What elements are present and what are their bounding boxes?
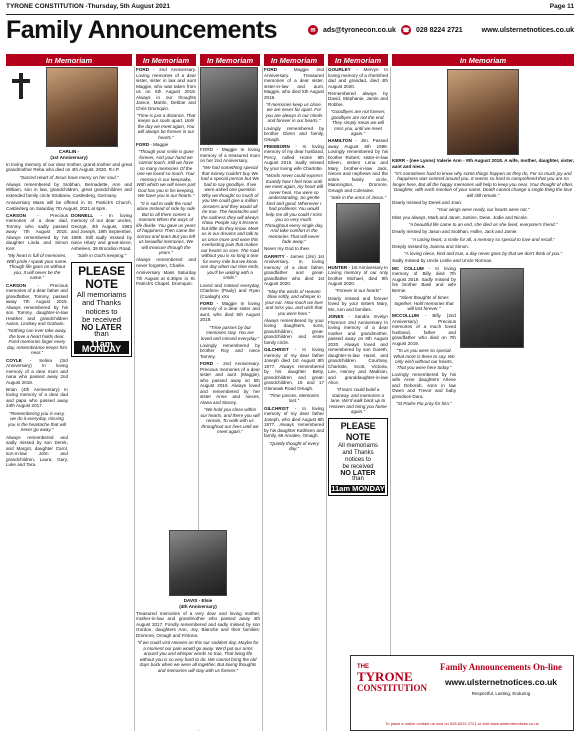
please-note-line: All memoriams — [76, 289, 127, 299]
mccollum2-text: - Billy (2nd Anniversary) Precious memories of a much loved husband, father and grandfather who died on 7th August 2019. — [392, 313, 456, 346]
carlin-text: In loving memory of our dear mother, grand-mother and great grandmother Reba who died on 4th August, 2020. R.I.P. — [6, 161, 132, 173]
kerr-family-5: Sadly missed by Uncle Leslie and Uncle Norman. — [392, 258, 493, 264]
carlin-mass: Anniversary Mass will be offered in St. Patrick's Church, Castlederg on Saturday 7th August, 2021 at 6pm. — [6, 200, 132, 211]
coyle-brian: Brian (4th Anniversary) In loving memory of a dear dad and papa who passed away 24th August 2017. — [6, 386, 68, 409]
mccollum-head: MC COLLUM — [392, 265, 424, 271]
kerr-verse-5: "A loving niece, kind and true, a day never goes by that we don't think of you." — [404, 251, 562, 257]
ad-brand — [357, 664, 429, 693]
mccollum-photo — [460, 268, 524, 348]
column-6 — [392, 67, 574, 653]
col4-ford-verse: "If memories keep us close, we are never far apart. For you are always in our minds and forever in our hearts." — [265, 101, 323, 124]
kerr-caption: KERR - (nee Lyons) Valerie Ann - 9th August 2018. A wife, mother, daughter, sister, aunt and niece. — [392, 158, 574, 169]
mccollum2-verse: "To us you were so special. What more is there to say. We only wish without our hearts, That you were here today." — [393, 348, 455, 370]
ford-head: FORD — [136, 67, 150, 72]
hunter-text: - 1st Anniversary In Loving memory of our only brother Michael, died 9th August 2020. — [328, 264, 388, 287]
column-5 — [328, 67, 388, 653]
ad-contact-line: To place a notice contact us now on 028 8224 2721 or visit www.ulsternetnotices.co.uk — [385, 721, 539, 726]
page-number: Page 11 — [549, 3, 574, 10]
carson1-text: - Precious memories of a dear dad, Tommy who sadly passed away 7th August 2015. Always remembered by his daughter Linda and Simon Kerr. — [6, 212, 68, 251]
gourley-family: Remembered always by David, Stephanie, Jamie and Robbie. — [328, 90, 388, 107]
davis-block — [136, 530, 260, 730]
hamilton-text: - Jim. Passed away August 6th 1998. Lovingly remembered by his brother Robert, sister-in-law Eileen, sisters Lena and Mary, brother-in-law Jack, nieces and nephews and the entire family circle, Mannington, Dromore, Omagh and Coleraine. — [328, 138, 388, 193]
ford-photo-caption: FORD - Maggie In loving memory of a treasured mum on her 2nd Anniversary. — [200, 147, 260, 163]
contact-web[interactable]: www.ulsternetnotices.co.uk — [481, 26, 574, 34]
masthead — [6, 3, 574, 15]
please-note-deadline: 11am MONDAY — [331, 484, 385, 494]
coyle-head: COYLE — [6, 357, 22, 363]
carlin-verse: "Sacred Heart of Jesus have mercy on her soul." — [19, 174, 119, 180]
please-note-line: than — [94, 329, 109, 339]
carson2-verse: "Nothing can ever take away, the love a heart holds dear. Fond memories linger every day, remembrance keeps him near." — [6, 328, 68, 356]
coyle-verse: "Remembering you is easy, we do it everyday, missing you is the heartache that will never go away." — [8, 410, 66, 433]
col4-ford-family: Lovingly remembered by brother Glenn and family, Omagh. — [264, 125, 324, 142]
please-note-title1: PLEASE — [78, 263, 125, 278]
please-note-line: notices to — [345, 456, 371, 463]
garrity-family: Always remembered by your loving daughters, sons, grandchildren, great-grandchildren and entire family circle. — [264, 317, 324, 345]
gilchrist-verse: "Time passes, Memories last." — [268, 392, 320, 404]
ford2-family: Always remembered and never forgotten, Charlie. — [136, 257, 196, 268]
section-header-1: In Memoriam — [6, 54, 132, 66]
gourley-text: - Mervyn In loving memory of a cherished dad and grandad, died 4th August 2020. — [328, 67, 388, 89]
phone-icon: ☎ — [401, 25, 411, 35]
column-rule — [134, 67, 135, 731]
hunter-head: HUNTER — [328, 264, 348, 270]
col3-ford-verse: "Time passes by but memories stay. You are loved and missed everyday." — [200, 324, 260, 341]
section-header-6: In Memoriam — [392, 54, 574, 66]
hunter-family: Dearly missed and forever loved by your sisters Mary, Mo, Ann and families. — [328, 295, 388, 312]
coyle-text: - Selina (3rd Anniversary) In loving memory of a dear mum and nana who passed away 2nd August 2018. — [6, 357, 68, 385]
donnell-column — [71, 213, 132, 469]
ford-text: - 2nd Anniversary. Loving memories of a dear sister, sister in law and aunt Maggie, who was taken from us on 5th August 2019. Always in our thoughts Janice, Martin, Debbie and Chris Drumquin. — [136, 67, 196, 111]
section-header-5: In Memoriam — [328, 54, 388, 66]
column-4 — [264, 67, 324, 731]
gourley-verse: "Goodbyes are not forever, goodbyes are not the end. They simply mean we will miss you, until we meet again." — [330, 109, 386, 137]
mccollum-column — [392, 266, 456, 409]
hunter-verse: "Forever in our hearts" — [335, 288, 381, 294]
col3-ford2-text: - 2nd Anniversary. Precious memories of a dear sister and aunt (Maggie), who passed away on 5th August 2019. Always loved and remembered by her sister Anne and nieces, Alana and Stacey. — [200, 361, 260, 405]
section-header-2: In Memoriam — [136, 54, 196, 66]
please-note-strong: NO LATER — [340, 469, 376, 477]
kerr-photo — [447, 69, 519, 155]
column-1 — [6, 67, 132, 731]
column-rule — [262, 67, 263, 731]
kerr-verse-3: "A beautiful life came to an end, she died as she lived, everyone's friend." — [408, 221, 558, 227]
please-note-line: All memoriams — [338, 442, 378, 449]
col3-ford2-head: FORD — [200, 361, 214, 367]
please-note-strong: NO LATER — [81, 322, 122, 332]
gilchrist2-text: - In loving memory of my dear father Joseph, who died August 8th 1977. Always remembered by his daughter Kathleen and family, 69 Arvalee, Omagh. — [264, 405, 324, 439]
email-icon: ✉ — [308, 25, 318, 35]
ad-url[interactable]: www.ulsternetnotices.co.uk — [444, 677, 558, 687]
kerr-family-4: Deeply missed by Joanna and Simon. — [392, 243, 470, 249]
gilchrist-text: - In loving memory of my dear father Joseph died 1st August 8th 1977. Always remembered by his daughter Betty, grandchildren and great-grandchildren, 15 and 17 Gleneask Road Omagh. — [264, 347, 324, 391]
freeborn-verse: "Words never could express Exactly how I feel Now until we meet again, my heart will never heal. You were so understanding, So gentle kind and good, Whenever I had problems You would help me all you could I miss you so very much. Throughout every single day, And take comfort in the memories That will never fade away." — [264, 173, 324, 245]
garrity-head: GARRITY — [264, 253, 285, 259]
please-note-box — [71, 262, 132, 357]
kerr-family-1: Dearly missed by Derek and Joan. — [392, 200, 463, 206]
kerr-family-3: Dearly missed by Jason and Siobhan, Hollie, Jack and Jamie. — [392, 229, 518, 235]
please-note-line: be received — [342, 463, 374, 470]
mccollum2-verse2: "St Padre Pio pray for him." — [396, 401, 452, 407]
please-note-deadline: 11am MONDAY — [74, 341, 129, 354]
col3-ford-head: FORD — [200, 300, 214, 306]
ford2-verse2: "It is sad to walk the road alone Instead of side by side But to all there comes a moment When the ways of life divide. You gave us years of happiness Then came the sorrow and tears But you left us beautiful memories, We will treasure through the years." — [136, 200, 196, 256]
mccollum2-head: MCCOLLUM — [392, 313, 419, 319]
garrity-verse: "May the winds of Heaven blow softly, and whisper in your ear. How much we love and miss you, and wish that you were here." — [265, 288, 323, 316]
davis-verse: "If we could visit Heaven on this our saddest day, Maybe for a moment our pain would go away. We'd put our arms around you and whisper words so true, That living life without you is so very hard to do. We cannot bring the old days back when we were all together, But loving thoughts and memories will stay with us forever." — [137, 640, 259, 673]
carson1-head: CARSON — [6, 212, 26, 218]
section-header-3: In Memoriam — [200, 54, 260, 66]
ad-brand-tyrone: TYRONE — [357, 669, 413, 684]
contact-phone[interactable]: 028 8224 2721 — [415, 26, 463, 34]
carson-column — [6, 213, 68, 469]
contact-email[interactable]: ads@tyronecon.co.uk — [323, 26, 396, 34]
ad-tagline: Respectful, Lasting, Enduring — [471, 691, 531, 696]
col4-ford-text: - Maggie 2nd Anniversary. Treasured memories of a dear sister, sister-in-law and aunt, Maggie, who died 5th August 2019. — [264, 67, 324, 100]
hunter-photo — [336, 203, 380, 263]
coyle-family: Always remembered and sadly missed by son Derek, and Margot, daughter Carol, son-in-law John and grandchildren, Laura, Gary, Luke and Tara. — [6, 434, 68, 468]
garrity-text: - James (Jim) 1st Anniversary. In loving memory of a dear father, grandfather and great-grandfather who died 1st August 2020. — [264, 253, 324, 287]
donnell-verse: "Safe in God's keeping." — [76, 253, 127, 259]
col3-family1: Loved and missed everyday, Charlene (Pauly) and Ryan (Coalagh) xXx — [200, 282, 260, 299]
page-title: Family Announcements — [6, 15, 278, 44]
please-note-line: than — [352, 476, 364, 483]
col3-ford-family: Lovingly remembered by brother Roy and niece Tammy. — [200, 342, 260, 359]
davis-caption: DAVIS - Elsie (4th Anniversary) — [179, 598, 217, 609]
title-bar — [6, 15, 574, 45]
carlin-caption: CARLIN - (1st Anniversary) — [50, 149, 88, 160]
please-note-title2: NOTE — [85, 276, 118, 291]
ad-headline: Family Announcements On-line — [439, 662, 562, 672]
online-notices-ad[interactable] — [350, 655, 574, 731]
davis-photo — [169, 530, 227, 596]
freeborn-family: Never my God to thee. — [264, 246, 311, 252]
please-note-line: notices to — [85, 306, 118, 316]
kerr-verse: "It's sometimes hard to know why some things happen as they do, For so much joy and happiness was centred around you. It seems so hard to comprehend that you are no longer here, But all the happy memories will help to keep you near. Your thought of often, Daughter, with each mention of your name. Death cannot change a single thing the love will still remain." — [392, 170, 574, 198]
carson2-text: - Precious memories of a dear father and grandfather, Tommy, passed away 7th August 2015. Always remembered by his son Tommy, daughter-in-law Heather and grandchildren Aaron, Lindsey and Graham. — [6, 282, 68, 327]
carson1-verse: "My heart is full of memories, With pride I speak your name. Though life goes on without you, It will never be the same." — [6, 253, 68, 281]
ford-verse: "Time is just a distance, That keeps our souls apart. Until the day we meet again, You will always be forever in our hearts." — [136, 112, 196, 140]
ad-brand-the: THE — [357, 664, 369, 670]
kerr-verse-2: "Your wings were ready, our hearts were not." — [436, 207, 530, 213]
please-note-box-2 — [328, 418, 388, 496]
kerr-family-2: Miss you always, Mark and Janet, Justine, Dean, Jodie and Nicole. — [392, 214, 529, 220]
mccollum-text: - In loving memory of Billy died 7th August 2019. Sadly missed by his brother Basil and wife Bernie. — [392, 265, 456, 293]
donnell-text: - In loving memory of our dear uncles, George, 4th August, 1983 and Joseph, 19th September, 1989. Still sadly missed by niece Hilary and great-niece, Asheleen, 39 Brocklion Road. — [71, 212, 132, 251]
gilchrist2-verse: "Quietly thought of every day." — [268, 440, 320, 452]
mccollum-verse: "Silent thoughts of times together. Hold memories that will last forever." — [394, 295, 454, 312]
ad-brand-constitution: CONSTITUTION — [357, 683, 428, 693]
col4-ford-head: FORD — [264, 67, 278, 72]
please-note-line: be received — [82, 315, 121, 325]
column-rule — [390, 67, 391, 731]
hamilton-verse: "Safe in the arms of Jesus." — [329, 195, 387, 201]
carlin-photo — [46, 67, 118, 147]
jones-head: JONES — [328, 314, 344, 320]
gilchrist-head: GILCHRIST — [264, 347, 289, 353]
ford-photo — [200, 67, 258, 145]
ford2-verse: "Though your smile is gone forever, And your hand we cannot touch. Still we have so many memories Of the one we loved so much. Your memory is our keepsake, With which we will never part God has you in his keeping, We have you in our hearts." — [136, 149, 196, 199]
freeborn-head: FREEBORN — [264, 143, 290, 149]
ford2-mass: Anniversary Mass Saturday 7th August at 6.30pm in St. Patrick's Chapel, Drumquin. — [136, 270, 196, 287]
cross-icon — [6, 67, 36, 111]
jones-verse: "If tears could build a stairway, and memories a lane, We'd walk back up to Heaven and bring you home again." — [329, 387, 387, 415]
section-header-4: In Memoriam — [264, 54, 324, 66]
ad-copy — [433, 662, 569, 696]
ford2-text: - Maggie — [149, 142, 169, 148]
contact-info — [308, 25, 574, 35]
gilchrist2-head: GILCHRIST — [264, 405, 289, 411]
kerr-verse-4: "A caring heart, a smile for all, a memory so special to love and recall." — [411, 236, 555, 242]
please-note-line: and Thanks — [81, 298, 122, 308]
carlin-family: Always remembered by Siobhan, Bernadette, Ann and William, son in law, grandchildren, great grandchildren and extended family circle Strabane, Castlederg, Germany. — [6, 181, 132, 198]
col3-ford-text: - Maggie In loving memory of a dear sister and aunt, who died 5th August 2019. — [200, 300, 260, 323]
ford2-head: FORD — [136, 142, 150, 148]
freeborn-text: - In loving memory of my dear husband, Percy, called Home 6th August 2015. Sadly missed by your loving wife Charlotte. — [264, 143, 324, 171]
please-note-title: PLEASE NOTE — [340, 420, 376, 442]
donnell-head: DONNELL — [71, 212, 94, 218]
mccollum2-family: Lovingly remembered by his wife Anne daughters Arlene and Deborah, sons in law Owen and Trevor and baby grandson Dara. — [392, 371, 456, 399]
col3-verse1: "We had something special that money couldn't buy We had a special person but We had to say goodbye. If we were asked one question Why we thought so much of you We could give a million answers and they would all be true. The heartache and the sadness they will always show. People say it lessens but little do they know. Meet us in our dreams and talk to us once more and ease this everlasting pain that makes our hearts so sore. The road without you is so long a tear for every mile but we know one day when our time ends, you'll be waiting with a smile." — [200, 165, 260, 281]
please-note-line: and Thanks — [342, 449, 374, 456]
jones-text: - Sandra Evelyn Florence 2nd Anniversary In loving memory of a dear mother and grandmother, passed away on 6th August 2020. Always loved and remembered by son Gareth, daughter-in-law Hazel, and grandchildren Courtney, Charlotte, Scott, Victoria, Lee, Harvey and Madison, and granddaughter-in-law Alice. — [328, 314, 388, 386]
davis-text: Treasured memories of a very dear and loving mother, mother-in-law and grandmother who passed away 4th August 2017. Fondly remembered and sadly missed by son Gordon, daughters Ann, Joy, Blanche and their families: Dromore, Omagh and Fintona. — [136, 610, 260, 638]
carson2-head: CARSON — [6, 282, 26, 288]
column-rule — [326, 67, 327, 731]
gourley-head: GOURLEY — [328, 67, 351, 72]
masthead-date: TYRONE CONSTITUTION -Thursday, 5th August 2021 — [6, 3, 170, 10]
hamilton-head: HAMILTON — [328, 138, 352, 144]
col3-ford2-verse: "We hold you close within our hearts, and there you will remain, To walk with us throughout our lives until we meet again." — [200, 407, 260, 435]
column-3 — [200, 67, 260, 527]
